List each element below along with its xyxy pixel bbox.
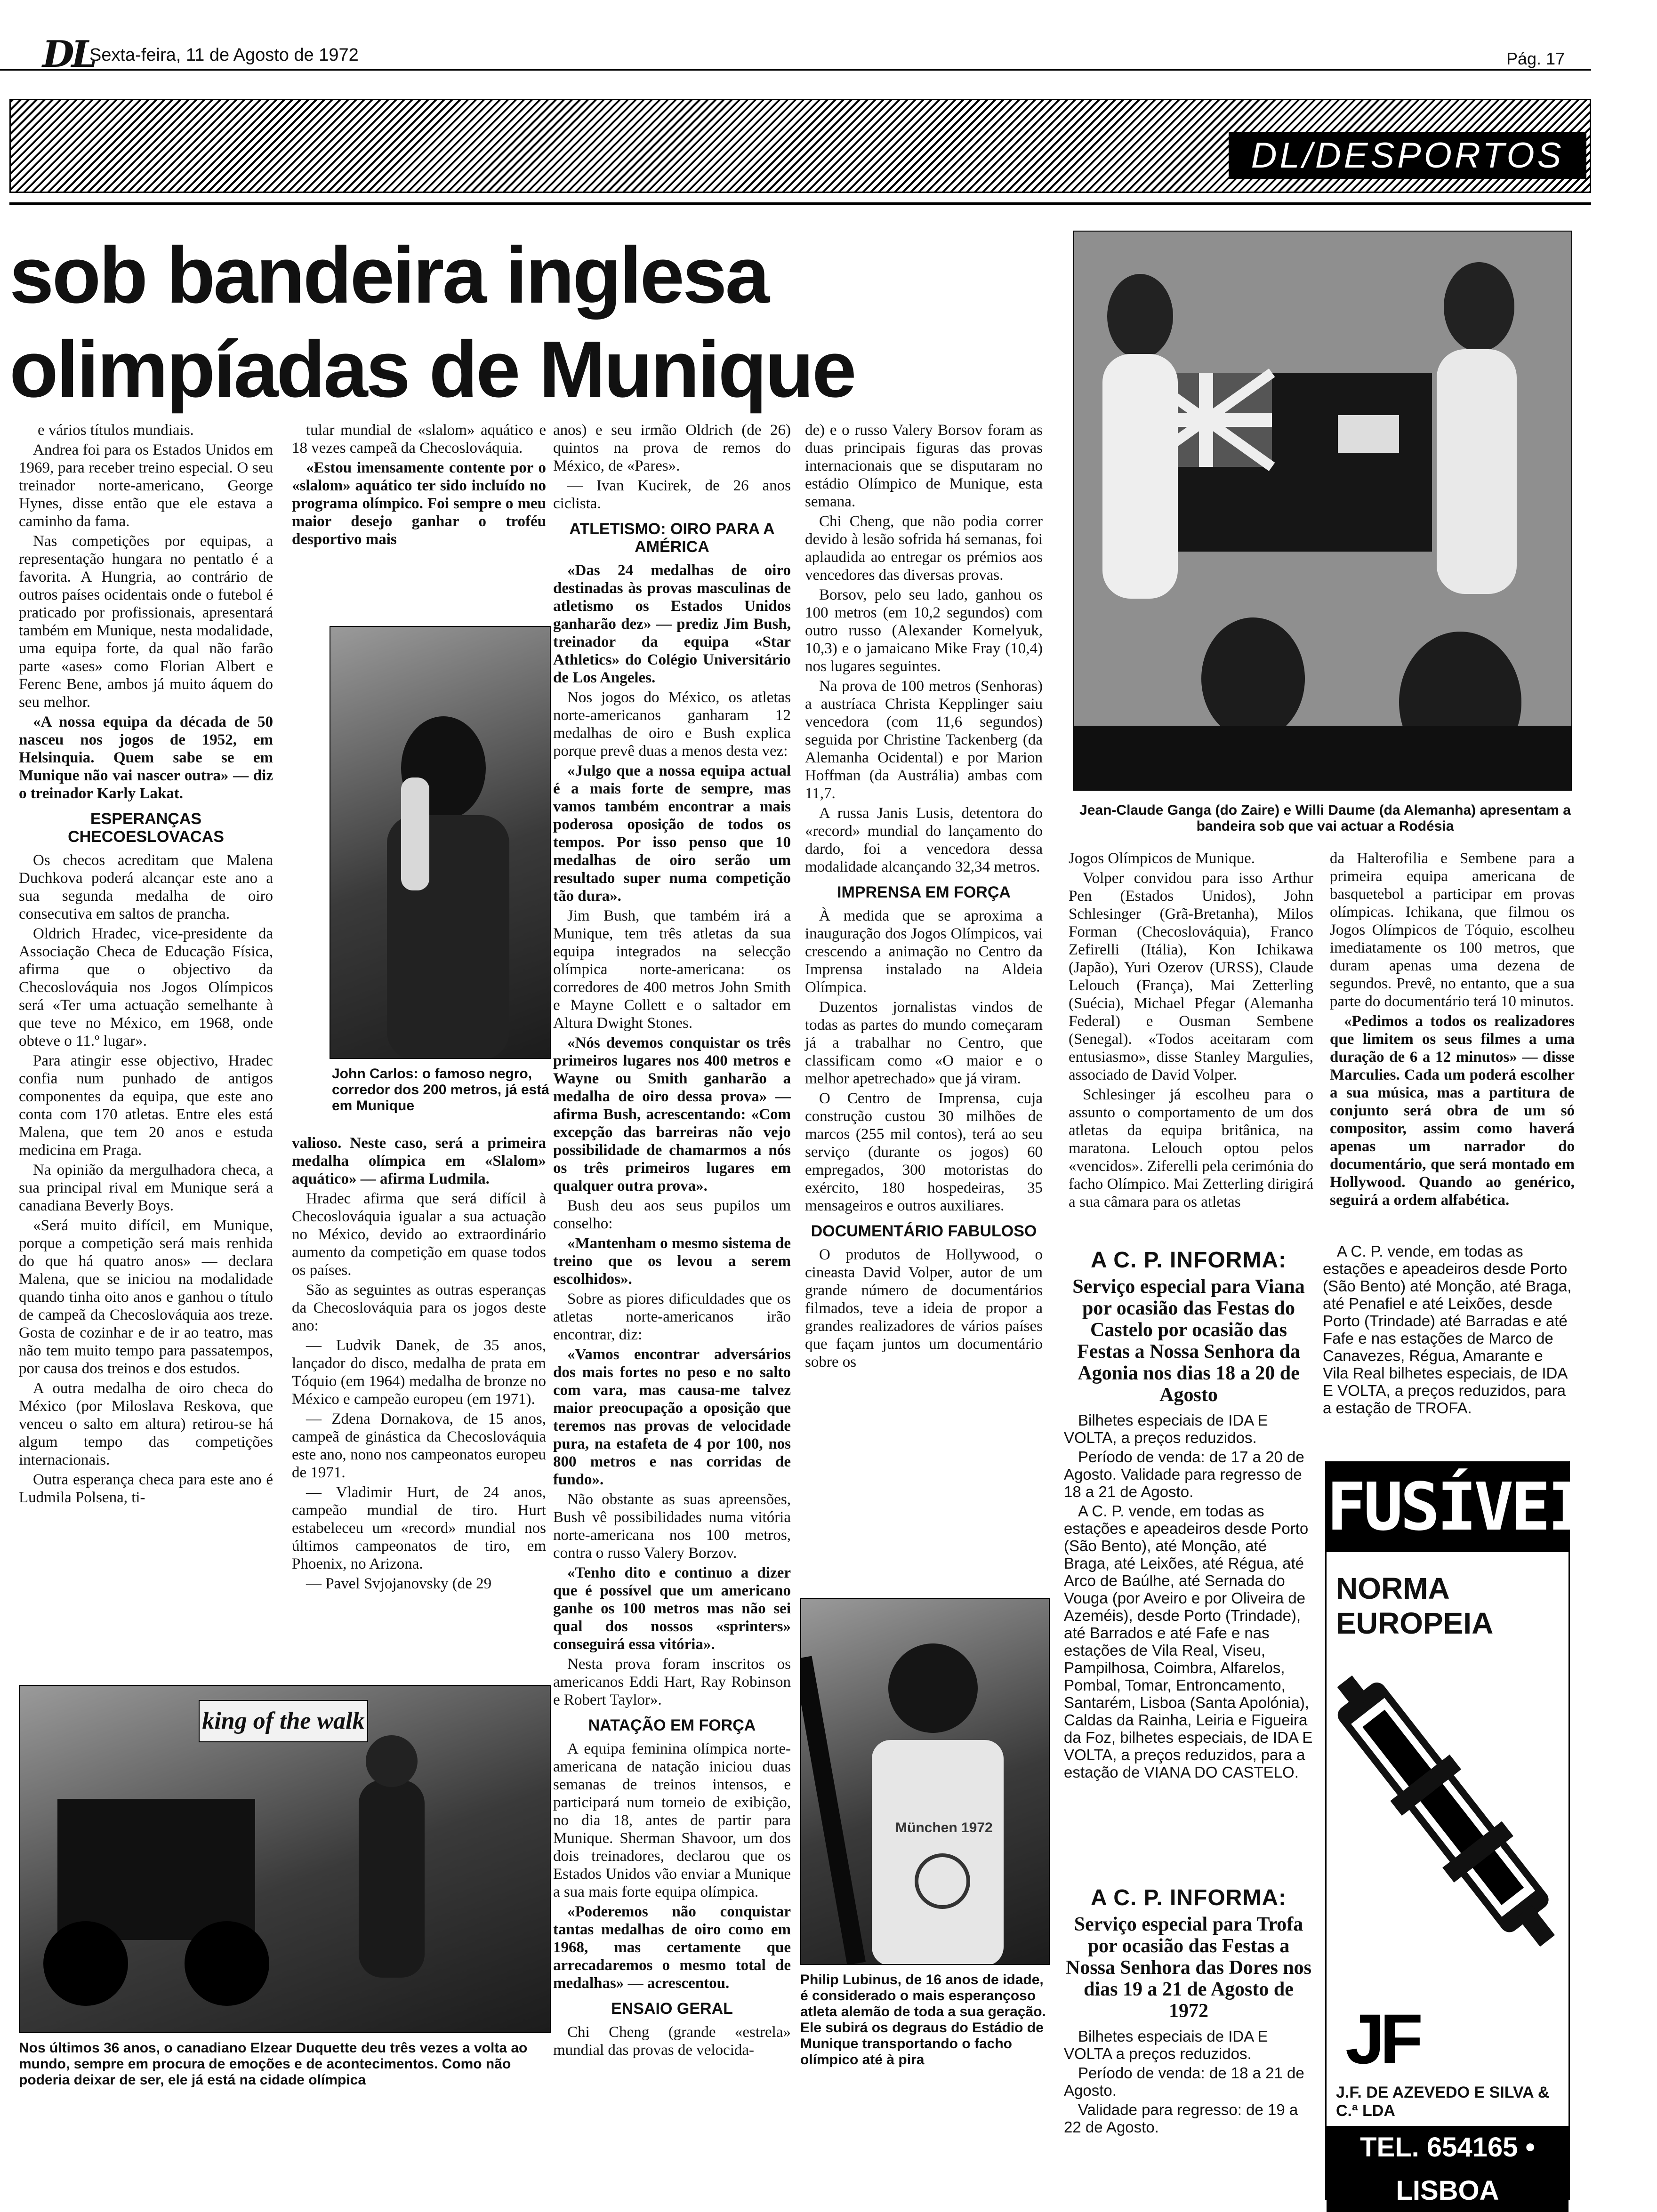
acp-notice-viana (1064, 1247, 1313, 1783)
quote-paragraph: «Estou imensamente contente por o «slalom» aquático ter sido incluído no programa olímpico. Foi sempre o meu maior desejo ganhar o troféu desportivo mais (292, 459, 546, 548)
subheading: IMPRENSA EM FORÇA (837, 883, 1011, 901)
acp-paragraph: Bilhetes especiais de IDA E VOLTA, a preços reduzidos. (1064, 1411, 1268, 1446)
paragraph: A russa Janis Lusis, detentora do «record» mundial do lançamento do dardo, foi a vencedora dessa modalidade alcançando 32,34 metros. (805, 805, 1043, 875)
acp-title: A C. P. INFORMA: (1090, 1885, 1287, 1910)
photo-john-carlos (330, 626, 551, 1059)
paragraph: Hradec afirma que será difícil à Checoslováquia igualar a sua actuação no México, devido ao extraordinário aumento da competição em quase todos os países. (292, 1190, 546, 1279)
acp-title: A C. P. INFORMA: (1090, 1248, 1287, 1273)
torchbearer-silhouette (801, 1599, 1050, 1965)
paragraph: O produtos de Hollywood, o cineasta David Volper, autor de um grande número de documentários filmados, teve a ideia de propor a grandes realizadores de vários países que façam juntos um documentário sobre os (805, 1246, 1043, 1370)
cart-silhouette (20, 1686, 551, 2033)
ad-line-2: EUROPEIA (1336, 1606, 1494, 1640)
photo-elzear-duquette (19, 1685, 551, 2033)
paragraph: Jogos Olímpicos de Munique. (1069, 850, 1255, 867)
section-label: DL/DESPORTOS (1229, 132, 1586, 179)
paragraph: — Vladimir Hurt, de 24 anos, campeão mundial de tiro. Hurt estabeleceu um «record» mundial nos últimos campeonatos de tiro, em Phoenix, no Arizona. (292, 1484, 546, 1572)
photo-caption: Jean-Claude Ganga (do Zaire) e Willi Daume (da Alemanha) apresentam a bandeira sob que vai actuar a Rodésia (1079, 802, 1571, 834)
paragraph: da Halterofilia e Sembene para a primeira equipa americana de basquetebol a participar em provas olímpicas. Ichikana, que filmou os Jogos Olímpicos de Tóquio, escolheu imediatamente os 100 metros, que duram apenas uma dezena de segundos. Prevê, no entanto, que a sua parte do documentário terá 10 minutos. (1330, 850, 1575, 1010)
quote-paragraph: «A nossa equipa da década de 50 nasceu nos jogos de 1952, em Helsinquia. Quem sabe se em Munique não vai nascer outra» — diz o treinador Karly Lakat. (19, 713, 273, 802)
subheading: DOCUMENTÁRIO FABULOSO (811, 1222, 1037, 1240)
paragraph: Borsov, pelo seu lado, ganhou os 100 metros (em 10,2 segundos) com outro russo (Alexander Kornelyuk, 10,3) e o jamaicano Mike Fray (10,4) nos lugares seguintes. (805, 586, 1043, 675)
paragraph: Na prova de 100 metros (Senhoras) a austríaca Christa Kepplinger saiu vencedora (com 11,6 segundos) seguida por Christine Tackenberg (da Alemanha Ocidental) e por Marion Hoffman (da Austrália) ambas com 11,7. (805, 678, 1043, 802)
company-logo: JF (1345, 1999, 1419, 2078)
paragraph: São as seguintes as outras esperanças da Checoslováquia para os jogos deste ano: (292, 1282, 546, 1334)
paragraph: A equipa feminina olímpica norte-americana de natação iniciou duas semanas de treinos intensos, e participará num torneio de exibição, no dia 18, antes de partir para Munique. Sherman Shavoor, um dos dois treinadores, declarou que os Estados Unidos vão enviar a Munique a sua mais forte equipa olímpica. (553, 1740, 791, 1900)
headline-line-2: olimpíadas de Munique (9, 325, 855, 414)
paragraph: O Centro de Imprensa, cuja construção custou 30 milhões de marcos (255 mil contos), terá ao seu serviço (durante os jogos) 60 empregados, 300 motoristas do exército, 180 hospedeiras, 35 mensageiros e outros auxiliares. (805, 1090, 1043, 1214)
acp-heading: Serviço especial para Viana por ocasião das Festas do Castelo por ocasião das Festas a Nossa Senhora da Agonia nos dias 18 a 20 de Agosto (1072, 1276, 1305, 1406)
subheading: ENSAIO GERAL (611, 2000, 733, 2018)
paragraph: — Ivan Kucirek, de 26 anos ciclista. (553, 477, 791, 512)
paragraph: Chi Cheng (grande «estrela» mundial das provas de velocida- (553, 2024, 791, 2059)
quote-paragraph: «Mantenham o mesmo sistema de treino que os levou a serem escolhidos». (553, 1235, 791, 1288)
article-column-2-cont (292, 1134, 546, 1595)
ad-line-1: NORMA (1336, 1571, 1450, 1605)
article-column-3 (553, 421, 791, 2061)
subheading: ATLETISMO: OIRO PARA A AMÉRICA (569, 520, 775, 556)
dateline: Sexta-feira, 11 de Agosto de 1972 (89, 45, 359, 65)
quote-paragraph: «Nós devemos conquistar os três primeiros lugares nos 400 metros e Wayne ou Smith ganharão a medalha de oiro dessa prova» — afirma Bush, acrescentando: «Com excepção das barreiras não vejo possibilidade de chamarmos a nós os três primeiros lugares em qualquer outra prova». (553, 1034, 791, 1194)
photo-rhodesia-flag (1073, 231, 1572, 791)
photo-philip-lubinus (800, 1598, 1050, 1965)
quote-paragraph: «Julgo que a nossa equipa actual é a mais forte de sempre, mas vamos também encontrar a mais poderosa oposição de todos os tempos. Por isso penso que 10 medalhas de oiro serão um resultado super numa competição tão dura». (553, 762, 791, 905)
banner-rule (9, 202, 1591, 205)
paragraph: — Pavel Svjojanovsky (de 29 (306, 1575, 492, 1592)
paragraph: Volper convidou para isso Arthur Pen (Estados Unidos), John Schlesinger (Grã-Bretanha), Milos Forman (Checoslováquia), Franco Zefirelli (Itália), Kon Ichikawa (Japão), Yuri Ozerov (URSS), Claude Lelouch (França), Mai Zetterling (Suécia), Michael Pfegar (Alemanha Federal) e Ousman Sembene (Senegal). «Todos aceitaram com entusiasmo», disse Stanley Margulies, associado de David Volper. (1069, 870, 1313, 1083)
ad-brand: FUSÍVEIS (1327, 1463, 1569, 1552)
photo-caption: John Carlos: o famoso negro, corredor dos 200 metros, já está em Munique (332, 1066, 549, 1114)
paragraph: Chi Cheng, que não podia correr devido à lesão sofrida há semanas, foi aplaudida ao entregar os prémios aos vencedores das diversas provas. (805, 513, 1043, 584)
acp-paragraph: Bilhetes especiais de IDA E VOLTA a preços reduzidos. (1064, 2028, 1268, 2062)
paragraph: e vários títulos mundiais. (38, 422, 194, 439)
newspaper-logo: DL (42, 33, 95, 76)
acp-paragraph: A C. P. vende, em todas as estações e apeadeiros desde Porto (São Bento) até Monção, até Braga, até Penafiel e até Leixões, desde Porto (Trindade) até Barradas e até Fafe e nas estações de Marco de Canavezes, Régua, Amarante e Vila Real bilhetes especiais, de IDA E VOLTA, a preços reduzidos, para a estação de TROFA. (1323, 1242, 1572, 1417)
article-column-4 (805, 421, 1043, 1373)
paragraph: Oldrich Hradec, vice-presidente da Associação Checa de Educação Física, afirma que o objectivo da Checoslováquia nos Jogos Olímpicos será «Ter uma actuação semelhante à que teve no México, em 1968, onde obteve o 11.º lugar». (19, 925, 273, 1050)
quote-paragraph: «Pedimos a todos os realizadores que limitem os seus filmes a uma duração de 6 a 12 minutos» — disse Marculies. Cada um poderá escolher a sua música, mas a partitura de conjunto será obra de um só compositor, assim como haverá apenas um narrador do documentário, que será montado em Hollywood. Quando ao genérico, seguirá a ordem alfabética. (1330, 1013, 1575, 1209)
paragraph: — Zdena Dornakova, de 15 anos, campeã de ginástica da Checoslováquia este ano, nono nos campeonatos europeu de 1971. (292, 1411, 546, 1481)
acp-paragraph: Validade para regresso: de 19 a 22 de Agosto. (1064, 2101, 1298, 2136)
acp-notice-trofa (1064, 1885, 1313, 2138)
paragraph: Duzentos jornalistas vindos de todas as partes do mundo começaram já a trabalhar no Centro, que classificam como «O maior e o melhor apetrechado» que já viram. (805, 999, 1043, 1087)
athlete-silhouette (330, 627, 551, 1059)
shirt-text: München 1972 (895, 1820, 993, 1835)
paragraph: Nos jogos do México, os atletas norte-americanos ganharam 12 medalhas de oiro e Bush explica porque prevê duas a menos desta vez: (553, 689, 791, 760)
company-name: J.F. DE AZEVEDO E SILVA & C.ª LDA (1336, 2084, 1550, 2120)
acp-paragraph: A C. P. vende, em todas as estações e apeadeiros desde Porto (São Bento), até Monção, até Braga, até Leixões, até Régua, até Arco de Baúlhe, até Sernada do Vouga (por Aveiro e por Oliveira de Azeméis), desde Porto (Trindade), até Barrados e até Fafe e nas estações de Vila Real, Viseu, Pampilhosa, Coimbra, Alfarelos, Pombal, Tomar, Entroncamento, Santarém, Lisboa (Santa Apolónia), Caldas da Rainha, Leiria e Figueira da Foz, bilhetes especiais, de IDA E VOLTA, a preços reduzidos, para a estação de VIANA DO CASTELO. (1064, 1502, 1313, 1781)
paragraph: Os checos acreditam que Malena Duchkova poderá alcançar este ano a sua segunda medalha de oiro consecutiva em saltos de prancha. (19, 852, 273, 922)
article-column-6 (1330, 850, 1575, 1211)
shop-sign: king of the walk (199, 1700, 368, 1742)
acp-paragraph: Período de venda: de 17 a 20 de Agosto. Validade para regresso de 18 a 21 de Agosto. (1064, 1448, 1304, 1500)
acp-paragraph: Período de venda: de 18 a 21 de Agosto. (1064, 2064, 1304, 2099)
fusiveis-advert (1325, 1461, 1622, 2206)
article-column-1 (19, 421, 273, 1508)
company-phone: TEL. 654165 • LISBOA (1327, 2126, 1569, 2212)
page-number: Pág. 17 (1506, 49, 1565, 68)
paragraph: Bush deu aos seus pupilos um conselho: (553, 1197, 791, 1232)
quote-paragraph: «Tenho dito e continuo a dizer que é possível que um americano ganhe os 100 metros mas não sei qual dos nossos «sprinters» conseguirá essa vitória». (553, 1564, 791, 1653)
flag-scene (1074, 232, 1572, 791)
article-column-2 (292, 421, 546, 550)
quote-paragraph: valioso. Neste caso, será a primeira medalha olímpica em «Slalom» aquático» — afirma Ludmila. (292, 1135, 546, 1187)
paragraph: Jim Bush, que também irá a Munique, tem três atletas da sua equipa integrados na selecção olímpica norte-americana: os corredores de 400 metros John Smith e Mayne Collett e o saltador em Altura Dwight Stones. (553, 907, 791, 1032)
acp-notice-trofa-stations (1323, 1242, 1572, 1419)
subheading: NATAÇÃO EM FORÇA (588, 1716, 756, 1734)
quote-paragraph: «Vamos encontrar adversários dos mais fortes no peso e no salto com vara, mas causa-me talvez maior preocupação a oposição que teremos nas provas de velocidade pura, na estafeta de 4 por 100, nos 800 metros e nas corridas de fundo». (553, 1346, 791, 1488)
quote-paragraph: «Poderemos não conquistar tantas medalhas de oiro como em 1968, mas certamente que arrecadaremos o mesmo total de medalhas» — acrescentou. (553, 1903, 791, 1992)
paragraph: Sobre as piores dificuldades que os atletas norte-americanos irão encontrar, diz: (553, 1290, 791, 1343)
paragraph: — Ludvik Danek, de 35 anos, lançador do disco, medalha de prata em Tóquio (em 1964) medalha de bronze no México e campeão europeu (em 1971). (292, 1337, 546, 1408)
photo-caption: Nos últimos 36 anos, o canadiano Elzear Duquette deu três vezes a volta ao mundo, sempre em procura de emoções e de acontecimentos. Como não poderia deixar de ser, ele já está na cidade olímpica (19, 2040, 528, 2088)
paragraph: Nesta prova foram inscritos os americanos Eddi Hart, Ray Robinson e Robert Taylor». (553, 1656, 791, 1708)
quote-paragraph: «Das 24 medalhas de oiro destinadas às provas masculinas de atletismo os Estados Unidos ganharão dez» — prediz Jim Bush, treinador da equipa «Star Athletics» do Colégio Universitário de Los Angeles. (553, 562, 791, 686)
subheading: ESPERANÇAS CHECOESLOVACAS (68, 810, 224, 846)
paragraph: Para atingir esse objectivo, Hradec confia num punhado de antigos componentes da equipa, que este ano conta com 170 atletas. Entre eles está Malena, que tem 20 anos e estuda medicina em Praga. (19, 1052, 273, 1159)
paragraph: anos) e seu irmão Oldrich (de 26) quintos na prova de remos do México, de «Pares». (553, 422, 791, 474)
paragraph: Schlesinger já escolheu para o assunto o comportamento de um dos atletas da equipa britânica, na maratona. Lelouch optou pelos «vencidos». Ziferelli pela cerimónia do facho Olímpico. Mai Zetterling dirigirá a sua câmara para os atletas (1069, 1086, 1313, 1210)
paragraph: Nas competições por equipas, a representação hungara no pentatlo é a favorita. A Hungria, ao contrário de outros países ocidentais onde o futebol é praticado por profissionais, apresentará também em Munique, nesta modalidade, uma equipa forte, da qual não farão parte «ases» como Florian Albert e Ferenc Bene, ambos já muito áquem do seu melhor. (19, 533, 273, 711)
paragraph: Outra esperança checa para este ano é Ludmila Polsena, ti- (19, 1471, 273, 1506)
headline-line-1: sob bandeira inglesa (9, 231, 768, 320)
paragraph: tular mundial de «slalom» aquático e 18 vezes campeã da Checoslováquia. (292, 422, 546, 457)
paragraph: À medida que se aproxima a inauguração dos Jogos Olímpicos, vai crescendo a animação no Centro da Imprensa instalado na Aldeia Olímpica. (805, 907, 1043, 996)
paragraph: «Será muito difícil, em Munique, porque a competição será mais renhida do que há quatro anos» — declara Malena, que se iniciou na modalidade quando tinha oito anos e ganhou o título de campeã da Checoslováquia aos treze. Gosta de cozinhar e de ir ao teatro, mas não tem muito tempo para passatempos, por causa dos treinos e dos estudos. (19, 1217, 273, 1377)
paragraph: de) e o russo Valery Borsov foram as duas principais figuras das provas internacionais que se disputaram no estádio Olímpico de Munique, esta semana. (805, 422, 1043, 510)
paragraph: Não obstante as suas apreensões, Bush vê possibilidades numa vitória norte-americana nos 100 metros, contra o russo Valery Borzov. (553, 1491, 791, 1562)
photo-caption: Philip Lubinus, de 16 anos de idade, é considerado o mais esperançoso atleta alemão de toda a sua geração. Ele subirá os degraus do Estádio de Munique transportando o facho olímpico até à pira (800, 1972, 1046, 2068)
paragraph: Na opinião da mergulhadora checa, a sua principal rival em Munique será a canadiana Beverly Boys. (19, 1162, 273, 1214)
acp-heading: Serviço especial para Trofa por ocasião das Festas a Nossa Senhora das Dores nos dias 19 a 21 de Agosto de 1972 (1066, 1914, 1311, 2022)
fuse-illustration (1327, 1645, 1571, 1984)
paragraph: Andrea foi para os Estados Unidos em 1969, para receber treino especial. O seu treinador norte-americano, George Hynes, disse então que ele estava a caminho da fama. (19, 441, 273, 530)
paragraph: A outra medalha de oiro checa do México (por Miloslava Reskova, que venceu o salto em altura) retirou-se há algum tempo das competições internacionais. (19, 1380, 273, 1468)
article-column-5 (1069, 850, 1313, 1213)
